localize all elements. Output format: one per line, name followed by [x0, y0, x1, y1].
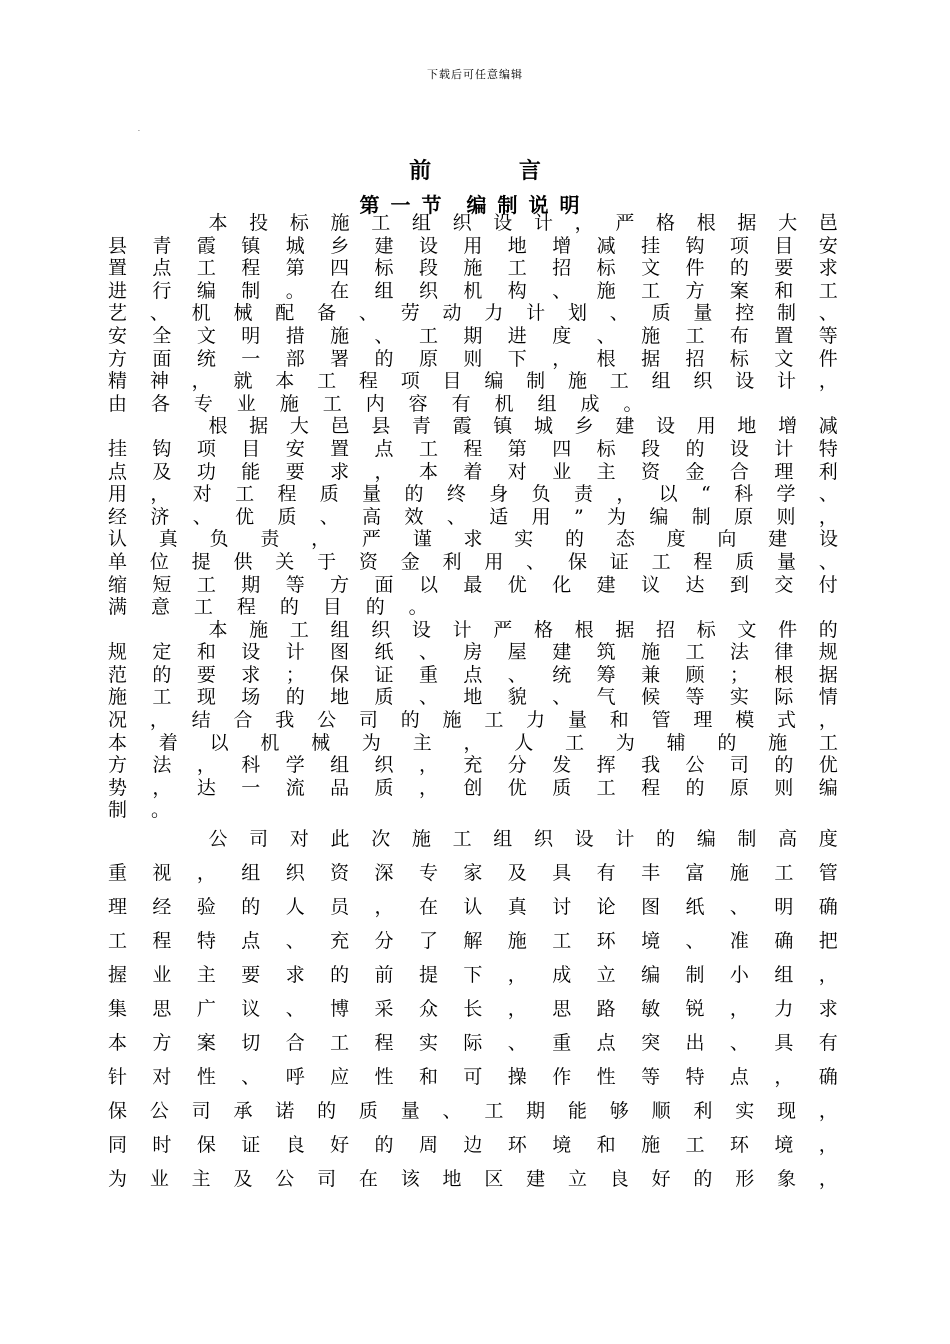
text-line: 本 方 案 切 合 工 程 实 际 、 重 点 突 出 、 具 有: [108, 1032, 838, 1055]
text-line: 安 全 文 明 措 施 、 工 期 进 度 、 施 工 布 置 等: [108, 324, 838, 347]
section-title: 编制说明: [466, 193, 591, 217]
text-line: 用 ， 对 工 程 质 量 的 终 身 负 责 ， 以 “ 科 学 、: [108, 483, 838, 506]
text-line: 方 面 统 一 部 署 的 原 则 下 ， 根 据 招 标 文 件: [108, 347, 838, 370]
document-body: [108, 212, 838, 1196]
text-line: 艺 、 机 械 配 备 、 劳 动 力 计 划 、 质 量 控 制 、: [108, 302, 838, 325]
text-line: 精 神 ， 就 本 工 程 项 目 编 制 施 工 组 织 设 计 ，: [108, 370, 838, 393]
text-line: 单 位 提 供 关 于 资 金 利 用 、 保 证 工 程 质 量 、: [108, 550, 838, 573]
text-line: 根 据 大 邑 县 青 霞 镇 城 乡 建 设 用 地 增 减: [208, 415, 838, 438]
stray-mark: .: [138, 126, 140, 133]
text-line: 制 。: [108, 799, 170, 822]
text-line: 点 及 功 能 要 求 ， 本 着 对 业 主 资 金 合 理 利: [108, 460, 838, 483]
text-line: 方 法 ， 科 学 组 织 ， 充 分 发 挥 我 公 司 的 优: [108, 754, 838, 777]
paragraph: [108, 822, 838, 1196]
paragraph: [108, 212, 838, 415]
text-line: 势 ， 达 一 流 品 质 ， 创 优 质 工 程 的 原 则 编: [108, 776, 838, 799]
text-line: 县 青 霞 镇 城 乡 建 设 用 地 增 减 挂 钩 项 目 安: [108, 234, 838, 257]
text-line: 挂 钩 项 目 安 置 点 工 程 第 四 标 段 的 设 计 特: [108, 437, 838, 460]
section-number: 第一节: [359, 193, 453, 217]
text-line: 为 业 主 及 公 司 在 该 地 区 建 立 良 好 的 形 象 ，: [108, 1168, 838, 1191]
text-line: 规 定 和 设 计 图 纸 、 房 屋 建 筑 施 工 法 律 规: [108, 641, 838, 664]
text-line: 况 ， 结 合 我 公 司 的 施 工 力 量 和 管 理 模 式 ，: [108, 709, 838, 732]
paragraph: [108, 619, 838, 822]
page-title: 前 言: [409, 158, 581, 184]
text-line: 本 施 工 组 织 设 计 严 格 根 据 招 标 文 件 的: [208, 618, 838, 641]
text-line: 进 行 编 制 。 在 组 织 机 构 、 施 工 方 案 和 工: [108, 279, 838, 302]
text-line: 范 的 要 求 ； 保 证 重 点 、 统 筹 兼 顾 ； 根 据: [108, 663, 838, 686]
text-line: 针 对 性 、 呼 应 性 和 可 操 作 性 等 特 点 ， 确: [108, 1066, 838, 1089]
paragraph: [108, 415, 838, 618]
text-line: 置 点 工 程 第 四 标 段 施 工 招 标 文 件 的 要 求: [108, 257, 838, 280]
text-line: 理 经 验 的 人 员 ， 在 认 真 讨 论 图 纸 、 明 确: [108, 896, 838, 919]
text-line: 同 时 保 证 良 好 的 周 边 环 境 和 施 工 环 境 ，: [108, 1134, 838, 1157]
text-line: 经 济 、 优 质 、 高 效 、 适 用 ” 为 编 制 原 则 ，: [108, 505, 838, 528]
text-line: 满 意 工 程 的 目 的 。: [108, 596, 428, 619]
text-line: 工 程 特 点 、 充 分 了 解 施 工 环 境 、 准 确 把: [108, 930, 838, 953]
text-line: 公 司 对 此 次 施 工 组 织 设 计 的 编 制 高 度: [208, 828, 838, 851]
text-line: 由 各 专 业 施 工 内 容 有 机 组 成 。: [108, 392, 643, 415]
page-header: 下载后可任意编辑: [427, 68, 523, 81]
text-line: 握 业 主 要 求 的 前 提 下 ， 成 立 编 制 小 组 ，: [108, 964, 838, 987]
text-line: 本 投 标 施 工 组 织 设 计 ， 严 格 根 据 大 邑: [208, 212, 838, 234]
text-line: 保 公 司 承 诺 的 质 量 、 工 期 能 够 顺 利 实 现 ，: [108, 1100, 838, 1123]
text-line: 认 真 负 责 ， 严 谨 求 实 的 态 度 向 建 设: [108, 528, 838, 551]
text-line: 本 着 以 机 械 为 主 ， 人 工 为 辅 的 施 工: [108, 731, 838, 754]
text-line: 集 思 广 议 、 博 采 众 长 ， 思 路 敏 锐 ， 力 求: [108, 998, 838, 1021]
text-line: 重 视 ， 组 织 资 深 专 家 及 具 有 丰 富 施 工 管: [108, 862, 838, 885]
text-line: 施 工 现 场 的 地 质 、 地 貌 、 气 候 等 实 际 情: [108, 686, 838, 709]
text-line: 缩 短 工 期 等 方 面 以 最 优 化 建 议 达 到 交 付: [108, 573, 838, 596]
